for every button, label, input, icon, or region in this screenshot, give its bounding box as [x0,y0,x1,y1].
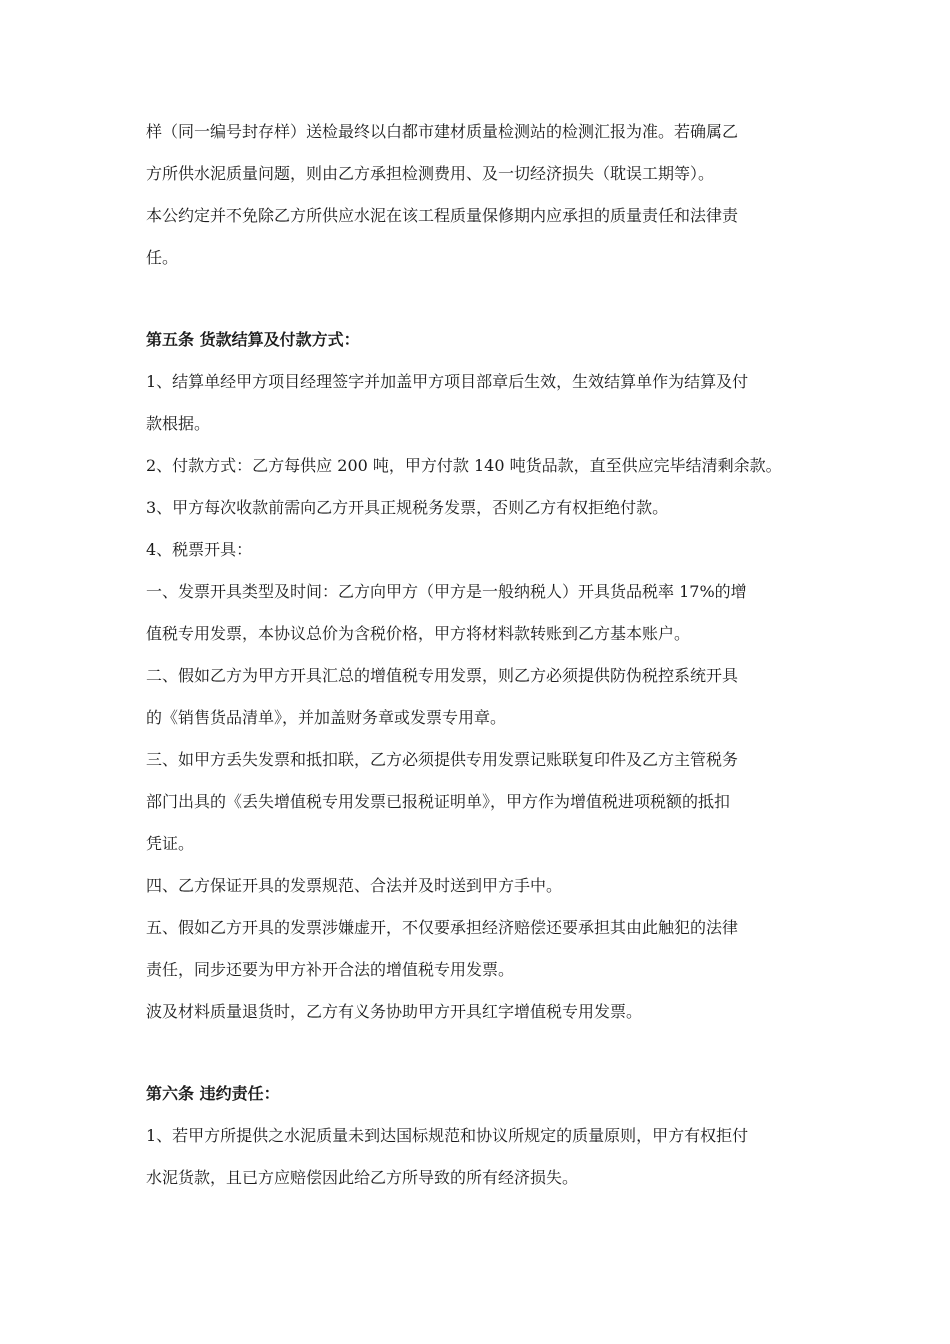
paragraph-line: 值税专用发票，本协议总价为含税价格，甲方将材料款转账到乙方基本账户。 [146,624,691,643]
paragraph-line: 任。 [146,248,179,267]
paragraph-line: 水泥货款，且已方应赔偿因此给乙方所导致的所有经济损失。 [146,1168,579,1187]
section-5-heading: 第五条 货款结算及付款方式： [146,330,360,349]
paragraph-line: 部门出具的《丢失增值税专用发票已报税证明单》，甲方作为增值税进项税额的抵扣 [146,792,731,811]
paragraph-line: 本公约定并不免除乙方所供应水泥在该工程质量保修期内应承担的质量责任和法律责 [146,206,739,225]
paragraph-line: 4、税票开具： [146,540,253,559]
paragraph-line: 1、若甲方所提供之水泥质量未到达国标规范和协议所规定的质量原则，甲方有权拒付 [146,1126,749,1145]
paragraph-line: 3、甲方每次收款前需向乙方开具正规税务发票，否则乙方有权拒绝付款。 [146,498,669,517]
paragraph-line: 样（同一编号封存样）送检最终以白都市建材质量检测站的检测汇报为准。若确属乙 [146,122,739,141]
paragraph-line: 二、假如乙方为甲方开具汇总的增值税专用发票，则乙方必须提供防伪税控系统开具 [146,666,739,685]
section-6-heading: 第六条 违约责任： [146,1084,280,1103]
paragraph-line: 责任，同步还要为甲方补开合法的增值税专用发票。 [146,960,515,979]
paragraph-line: 三、如甲方丢失发票和抵扣联，乙方必须提供专用发票记账联复印件及乙方主管税务 [146,750,739,769]
paragraph-line: 方所供水泥质量问题，则由乙方承担检测费用、及一切经济损失（耽误工期等）。 [146,164,715,183]
paragraph-line: 1、结算单经甲方项目经理签字并加盖甲方项目部章后生效，生效结算单作为结算及付 [146,372,749,391]
paragraph-line: 五、假如乙方开具的发票涉嫌虚开，不仅要承担经济赔偿还要承担其由此触犯的法律 [146,918,739,937]
paragraph-line: 2、付款方式：乙方每供应 200 吨，甲方付款 140 吨货品款，直至供应完毕结清剩余款。 [146,456,782,475]
paragraph-line: 四、乙方保证开具的发票规范、合法并及时送到甲方手中。 [146,876,563,895]
paragraph-line: 波及材料质量退货时，乙方有义务协助甲方开具红字增值税专用发票。 [146,1002,643,1021]
paragraph-line: 的《销售货品清单》，并加盖财务章或发票专用章。 [146,708,507,727]
paragraph-line: 款根据。 [146,414,211,433]
paragraph-line: 凭证。 [146,834,195,853]
paragraph-line: 一、发票开具类型及时间：乙方向甲方（甲方是一般纳税人）开具货品税率 17%的增 [146,582,747,601]
